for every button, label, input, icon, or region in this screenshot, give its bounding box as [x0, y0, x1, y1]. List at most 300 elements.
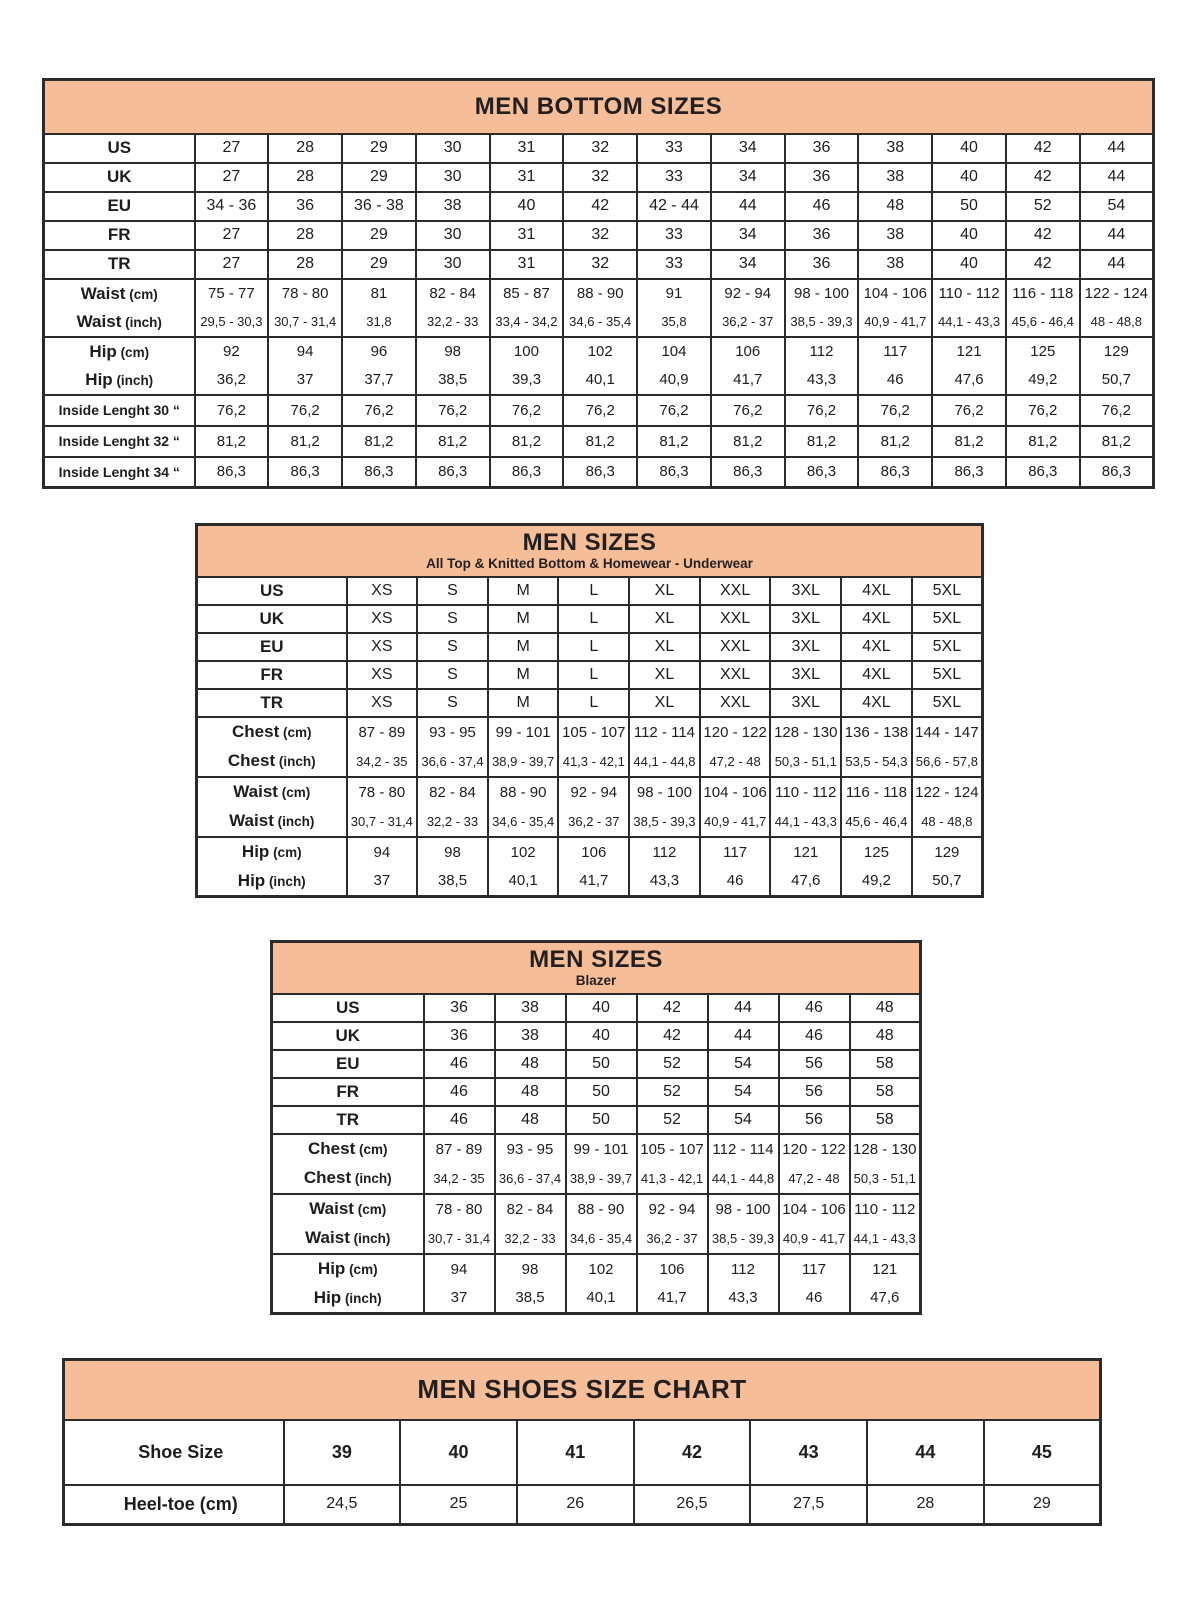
value-cell: 37	[424, 1284, 495, 1314]
value-cell: 129	[912, 837, 983, 867]
row-label: Shoe Size	[64, 1420, 284, 1485]
value-cell: 52	[637, 1078, 708, 1106]
row-label-unit: (cm)	[279, 725, 312, 740]
value-cell: 36	[785, 163, 859, 192]
value-cell: 37	[347, 867, 418, 897]
row-label: TR	[272, 1106, 424, 1134]
value-cell: 56	[779, 1050, 850, 1078]
value-cell: 48 - 48,8	[1080, 308, 1154, 337]
table-row	[272, 1078, 921, 1106]
value-cell: 5XL	[912, 577, 983, 605]
value-cell: 32	[563, 134, 637, 163]
value-cell: 30	[416, 250, 490, 279]
value-cell: XS	[347, 605, 418, 633]
value-cell: 26	[517, 1485, 634, 1525]
value-cell: 44	[867, 1420, 984, 1485]
value-cell: M	[488, 689, 559, 717]
row-label: EU	[197, 633, 347, 661]
value-cell: 37	[268, 366, 342, 395]
row-label: EU	[272, 1050, 424, 1078]
table-row	[197, 661, 983, 689]
value-cell: 136 - 138	[841, 717, 912, 747]
value-cell: 40	[566, 1022, 637, 1050]
value-cell: 36	[424, 994, 495, 1022]
value-cell: 110 - 112	[932, 279, 1006, 308]
value-cell: 46	[779, 1284, 850, 1314]
value-cell: 4XL	[841, 633, 912, 661]
value-cell: 36,2 - 37	[558, 807, 629, 837]
value-cell: 42	[1006, 134, 1080, 163]
value-cell: 48 - 48,8	[912, 807, 983, 837]
value-cell: 86,3	[563, 457, 637, 488]
table-row	[44, 250, 1154, 279]
value-cell: 117	[700, 837, 771, 867]
value-cell: 46	[424, 1050, 495, 1078]
value-cell: 86,3	[268, 457, 342, 488]
value-cell: 98 - 100	[708, 1194, 779, 1224]
value-cell: 44	[1080, 221, 1154, 250]
value-cell: XL	[629, 605, 700, 633]
value-cell: 46	[858, 366, 932, 395]
row-label-unit: (inch)	[341, 1290, 382, 1306]
value-cell: 40,9 - 41,7	[858, 308, 932, 337]
value-cell: 44	[1080, 250, 1154, 279]
value-cell: S	[417, 689, 488, 717]
value-cell: 36,6 - 37,4	[417, 747, 488, 777]
value-cell: 28	[268, 221, 342, 250]
row-label-unit: (inch)	[349, 1231, 391, 1246]
value-cell: 36,2 - 37	[711, 308, 785, 337]
row-label: TR	[44, 250, 195, 279]
value-cell: 43,3	[629, 867, 700, 897]
table-row	[197, 689, 983, 717]
row-label-unit: (cm)	[353, 1202, 387, 1217]
value-cell: 117	[858, 337, 932, 366]
value-cell: 45	[984, 1420, 1101, 1485]
row-label-unit: (cm)	[125, 286, 158, 302]
value-cell: 32,2 - 33	[417, 807, 488, 837]
table-title: MEN SIZES	[529, 945, 663, 973]
value-cell: S	[417, 661, 488, 689]
value-cell: L	[558, 689, 629, 717]
value-cell: 34	[711, 134, 785, 163]
value-cell: 46	[779, 1022, 850, 1050]
value-cell: 26,5	[634, 1485, 751, 1525]
value-cell: 40	[400, 1420, 517, 1485]
value-cell: 30	[416, 163, 490, 192]
value-cell: XXL	[700, 689, 771, 717]
value-cell: 48	[850, 1022, 921, 1050]
value-cell: 41,3 - 42,1	[558, 747, 629, 777]
value-cell: 104 - 106	[858, 279, 932, 308]
value-cell: M	[488, 605, 559, 633]
value-cell: XS	[347, 661, 418, 689]
value-cell: 52	[637, 1106, 708, 1134]
value-cell: 38	[495, 1022, 566, 1050]
value-cell: 34	[711, 250, 785, 279]
row-label-unit: (inch)	[265, 873, 306, 889]
value-cell: 30	[416, 221, 490, 250]
value-cell: 82 - 84	[416, 279, 490, 308]
value-cell: 92	[195, 337, 269, 366]
value-cell: 48	[850, 994, 921, 1022]
value-cell: 92 - 94	[637, 1194, 708, 1224]
value-cell: M	[488, 661, 559, 689]
value-cell: 32,2 - 33	[495, 1224, 566, 1254]
value-cell: 49,2	[841, 867, 912, 897]
row-label: EU	[44, 192, 195, 221]
value-cell: 81,2	[785, 426, 859, 457]
value-cell: 50	[932, 192, 1006, 221]
value-cell: 45,6 - 46,4	[1006, 308, 1080, 337]
table-row	[197, 747, 983, 777]
value-cell: 98	[417, 837, 488, 867]
value-cell: 42	[637, 994, 708, 1022]
value-cell: 29	[984, 1485, 1101, 1525]
value-cell: 102	[563, 337, 637, 366]
value-cell: 41,3 - 42,1	[637, 1164, 708, 1194]
value-cell: 34,2 - 35	[347, 747, 418, 777]
value-cell: 54	[708, 1106, 779, 1134]
table-row	[272, 1022, 921, 1050]
row-label: Waist (cm)	[44, 279, 195, 308]
value-cell: 106	[637, 1254, 708, 1284]
value-cell: 88 - 90	[488, 777, 559, 807]
value-cell: 78 - 80	[347, 777, 418, 807]
value-cell: 112	[785, 337, 859, 366]
table-row	[197, 867, 983, 897]
men-shoes-size-chart-table	[62, 1358, 1102, 1526]
value-cell: 27,5	[750, 1485, 867, 1525]
value-cell: 42	[1006, 221, 1080, 250]
value-cell: 40,9 - 41,7	[779, 1224, 850, 1254]
value-cell: 39,3	[490, 366, 564, 395]
value-cell: 102	[566, 1254, 637, 1284]
value-cell: XL	[629, 577, 700, 605]
value-cell: 98	[495, 1254, 566, 1284]
value-cell: 86,3	[1080, 457, 1154, 488]
value-cell: 32	[563, 221, 637, 250]
value-cell: 32	[563, 250, 637, 279]
value-cell: 76,2	[490, 395, 564, 426]
table-row	[197, 837, 983, 867]
value-cell: 50	[566, 1078, 637, 1106]
value-cell: 40	[932, 250, 1006, 279]
value-cell: 81,2	[1080, 426, 1154, 457]
table-title: MEN SIZES	[522, 528, 657, 556]
value-cell: 81,2	[342, 426, 416, 457]
value-cell: 41,7	[558, 867, 629, 897]
value-cell: 76,2	[858, 395, 932, 426]
value-cell: 39	[284, 1420, 401, 1485]
value-cell: 31	[490, 163, 564, 192]
value-cell: 42	[637, 1022, 708, 1050]
value-cell: 36	[424, 1022, 495, 1050]
value-cell: 5XL	[912, 661, 983, 689]
value-cell: 99 - 101	[488, 717, 559, 747]
value-cell: 33	[637, 221, 711, 250]
row-label: Hip (cm)	[44, 337, 195, 366]
men-sizes-blazer-table	[270, 940, 922, 1315]
row-label: Inside Lenght 30 “	[44, 395, 195, 426]
value-cell: 75 - 77	[195, 279, 269, 308]
value-cell: 36,2 - 37	[637, 1224, 708, 1254]
table-subtitle: Blazer	[575, 973, 617, 989]
value-cell: 86,3	[490, 457, 564, 488]
value-cell: 122 - 124	[912, 777, 983, 807]
table-row	[272, 1106, 921, 1134]
value-cell: 40,9	[637, 366, 711, 395]
table-row	[272, 1194, 921, 1224]
value-cell: 40	[932, 163, 1006, 192]
value-cell: 47,6	[770, 867, 841, 897]
value-cell: 34 - 36	[195, 192, 269, 221]
value-cell: 56,6 - 57,8	[912, 747, 983, 777]
value-cell: 27	[195, 134, 269, 163]
value-cell: 58	[850, 1078, 921, 1106]
table-row	[272, 1134, 921, 1164]
value-cell: 86,3	[637, 457, 711, 488]
table-row	[272, 1050, 921, 1078]
value-cell: 93 - 95	[417, 717, 488, 747]
table-title-cell	[272, 942, 921, 994]
value-cell: 54	[1080, 192, 1154, 221]
table-title-cell	[197, 525, 983, 577]
value-cell: 104	[637, 337, 711, 366]
value-cell: 106	[558, 837, 629, 867]
value-cell: 48	[858, 192, 932, 221]
value-cell: 40,1	[566, 1284, 637, 1314]
value-cell: 33	[637, 134, 711, 163]
table-row	[197, 633, 983, 661]
row-label: Inside Lenght 32 “	[44, 426, 195, 457]
value-cell: 32,2 - 33	[416, 308, 490, 337]
value-cell: 29,5 - 30,3	[195, 308, 269, 337]
value-cell: 86,3	[195, 457, 269, 488]
value-cell: 27	[195, 250, 269, 279]
value-cell: 36,6 - 37,4	[495, 1164, 566, 1194]
value-cell: 112 - 114	[708, 1134, 779, 1164]
table-row	[272, 1164, 921, 1194]
value-cell: 31	[490, 221, 564, 250]
value-cell: 30	[416, 134, 490, 163]
value-cell: 128 - 130	[770, 717, 841, 747]
value-cell: 3XL	[770, 577, 841, 605]
value-cell: 94	[268, 337, 342, 366]
table-row	[44, 192, 1154, 221]
value-cell: 38,5 - 39,3	[785, 308, 859, 337]
row-label: FR	[44, 221, 195, 250]
value-cell: 33	[637, 163, 711, 192]
value-cell: 105 - 107	[558, 717, 629, 747]
value-cell: 35,8	[637, 308, 711, 337]
value-cell: 43,3	[785, 366, 859, 395]
value-cell: 81,2	[195, 426, 269, 457]
table-row	[64, 1485, 1101, 1525]
value-cell: 52	[1006, 192, 1080, 221]
value-cell: 40	[566, 994, 637, 1022]
value-cell: 104 - 106	[700, 777, 771, 807]
value-cell: 44,1 - 43,3	[850, 1224, 921, 1254]
value-cell: 38,5	[417, 867, 488, 897]
value-cell: 98 - 100	[629, 777, 700, 807]
value-cell: 29	[342, 250, 416, 279]
row-label: FR	[197, 661, 347, 689]
value-cell: 50,7	[912, 867, 983, 897]
value-cell: 50,7	[1080, 366, 1154, 395]
table-row	[44, 337, 1154, 366]
value-cell: 116 - 118	[841, 777, 912, 807]
value-cell: 85 - 87	[490, 279, 564, 308]
value-cell: 88 - 90	[563, 279, 637, 308]
value-cell: 120 - 122	[700, 717, 771, 747]
value-cell: 47,6	[932, 366, 1006, 395]
value-cell: 47,6	[850, 1284, 921, 1314]
value-cell: 40,1	[488, 867, 559, 897]
value-cell: 32	[563, 163, 637, 192]
value-cell: 5XL	[912, 605, 983, 633]
value-cell: XXL	[700, 605, 771, 633]
table-row	[44, 221, 1154, 250]
table-subtitle: All Top & Knitted Bottom & Homewear - Underwear	[426, 556, 753, 572]
value-cell: 81,2	[932, 426, 1006, 457]
table-row	[197, 807, 983, 837]
value-cell: 86,3	[785, 457, 859, 488]
value-cell: 48	[495, 1050, 566, 1078]
value-cell: 58	[850, 1050, 921, 1078]
value-cell: 44	[1080, 134, 1154, 163]
row-label: Hip (inch)	[197, 867, 347, 897]
value-cell: 44,1 - 43,3	[932, 308, 1006, 337]
value-cell: 41,7	[637, 1284, 708, 1314]
value-cell: 104 - 106	[779, 1194, 850, 1224]
value-cell: 36,2	[195, 366, 269, 395]
value-cell: L	[558, 577, 629, 605]
row-label-unit: (cm)	[277, 785, 311, 800]
value-cell: 46	[424, 1078, 495, 1106]
value-cell: XXL	[700, 633, 771, 661]
table-row	[44, 163, 1154, 192]
value-cell: 98 - 100	[785, 279, 859, 308]
row-label-unit: (inch)	[351, 1171, 392, 1186]
value-cell: 43,3	[708, 1284, 779, 1314]
value-cell: 56	[779, 1078, 850, 1106]
table-row	[44, 308, 1154, 337]
table-row	[44, 279, 1154, 308]
value-cell: L	[558, 661, 629, 689]
value-cell: 44,1 - 44,8	[629, 747, 700, 777]
value-cell: 36	[268, 192, 342, 221]
value-cell: 4XL	[841, 689, 912, 717]
value-cell: 46	[700, 867, 771, 897]
row-label: UK	[44, 163, 195, 192]
value-cell: 86,3	[711, 457, 785, 488]
value-cell: 38	[495, 994, 566, 1022]
table-row	[44, 366, 1154, 395]
table-title-row	[197, 525, 983, 577]
value-cell: 91	[637, 279, 711, 308]
value-cell: 54	[708, 1050, 779, 1078]
row-label-unit: (cm)	[355, 1142, 388, 1157]
value-cell: 81,2	[711, 426, 785, 457]
row-label: Waist (cm)	[197, 777, 347, 807]
value-cell: 34,2 - 35	[424, 1164, 495, 1194]
value-cell: 37,7	[342, 366, 416, 395]
table-title-row	[64, 1360, 1101, 1420]
table-row	[44, 395, 1154, 426]
value-cell: 92 - 94	[558, 777, 629, 807]
value-cell: 76,2	[1006, 395, 1080, 426]
value-cell: 94	[424, 1254, 495, 1284]
value-cell: 50	[566, 1050, 637, 1078]
table-row	[44, 134, 1154, 163]
value-cell: 76,2	[342, 395, 416, 426]
row-label: TR	[197, 689, 347, 717]
value-cell: 94	[347, 837, 418, 867]
value-cell: 40	[932, 221, 1006, 250]
value-cell: 76,2	[785, 395, 859, 426]
value-cell: 38,5	[495, 1284, 566, 1314]
value-cell: 47,2 - 48	[700, 747, 771, 777]
row-label-unit: (inch)	[112, 372, 154, 388]
value-cell: 44,1 - 43,3	[770, 807, 841, 837]
value-cell: 31	[490, 250, 564, 279]
row-label: US	[44, 134, 195, 163]
value-cell: 42	[1006, 250, 1080, 279]
value-cell: 48	[495, 1078, 566, 1106]
value-cell: S	[417, 577, 488, 605]
value-cell: 30,7 - 31,4	[268, 308, 342, 337]
value-cell: 86,3	[858, 457, 932, 488]
row-label: Chest (inch)	[197, 747, 347, 777]
value-cell: 40,1	[563, 366, 637, 395]
value-cell: XL	[629, 689, 700, 717]
value-cell: 34,6 - 35,4	[488, 807, 559, 837]
value-cell: 4XL	[841, 577, 912, 605]
value-cell: 33	[637, 250, 711, 279]
value-cell: 125	[1006, 337, 1080, 366]
value-cell: 86,3	[342, 457, 416, 488]
value-cell: 42	[563, 192, 637, 221]
row-label: Hip (inch)	[44, 366, 195, 395]
value-cell: 42	[634, 1420, 751, 1485]
table-title-row	[272, 942, 921, 994]
row-label: Heel-toe (cm)	[64, 1485, 284, 1525]
value-cell: 106	[711, 337, 785, 366]
table-row	[64, 1420, 1101, 1485]
value-cell: 121	[932, 337, 1006, 366]
value-cell: 24,5	[284, 1485, 401, 1525]
row-label: UK	[272, 1022, 424, 1050]
value-cell: 99 - 101	[566, 1134, 637, 1164]
value-cell: M	[488, 577, 559, 605]
value-cell: 76,2	[195, 395, 269, 426]
row-label: Chest (cm)	[197, 717, 347, 747]
value-cell: 76,2	[268, 395, 342, 426]
row-label: Waist (inch)	[44, 308, 195, 337]
value-cell: 44	[711, 192, 785, 221]
value-cell: 58	[850, 1106, 921, 1134]
value-cell: 50,3 - 51,1	[770, 747, 841, 777]
value-cell: 29	[342, 221, 416, 250]
value-cell: 54	[708, 1078, 779, 1106]
value-cell: 46	[424, 1106, 495, 1134]
men-sizes-tops-table	[195, 523, 984, 898]
value-cell: S	[417, 633, 488, 661]
value-cell: 38,5	[416, 366, 490, 395]
value-cell: 40	[932, 134, 1006, 163]
table-body	[272, 994, 921, 1314]
